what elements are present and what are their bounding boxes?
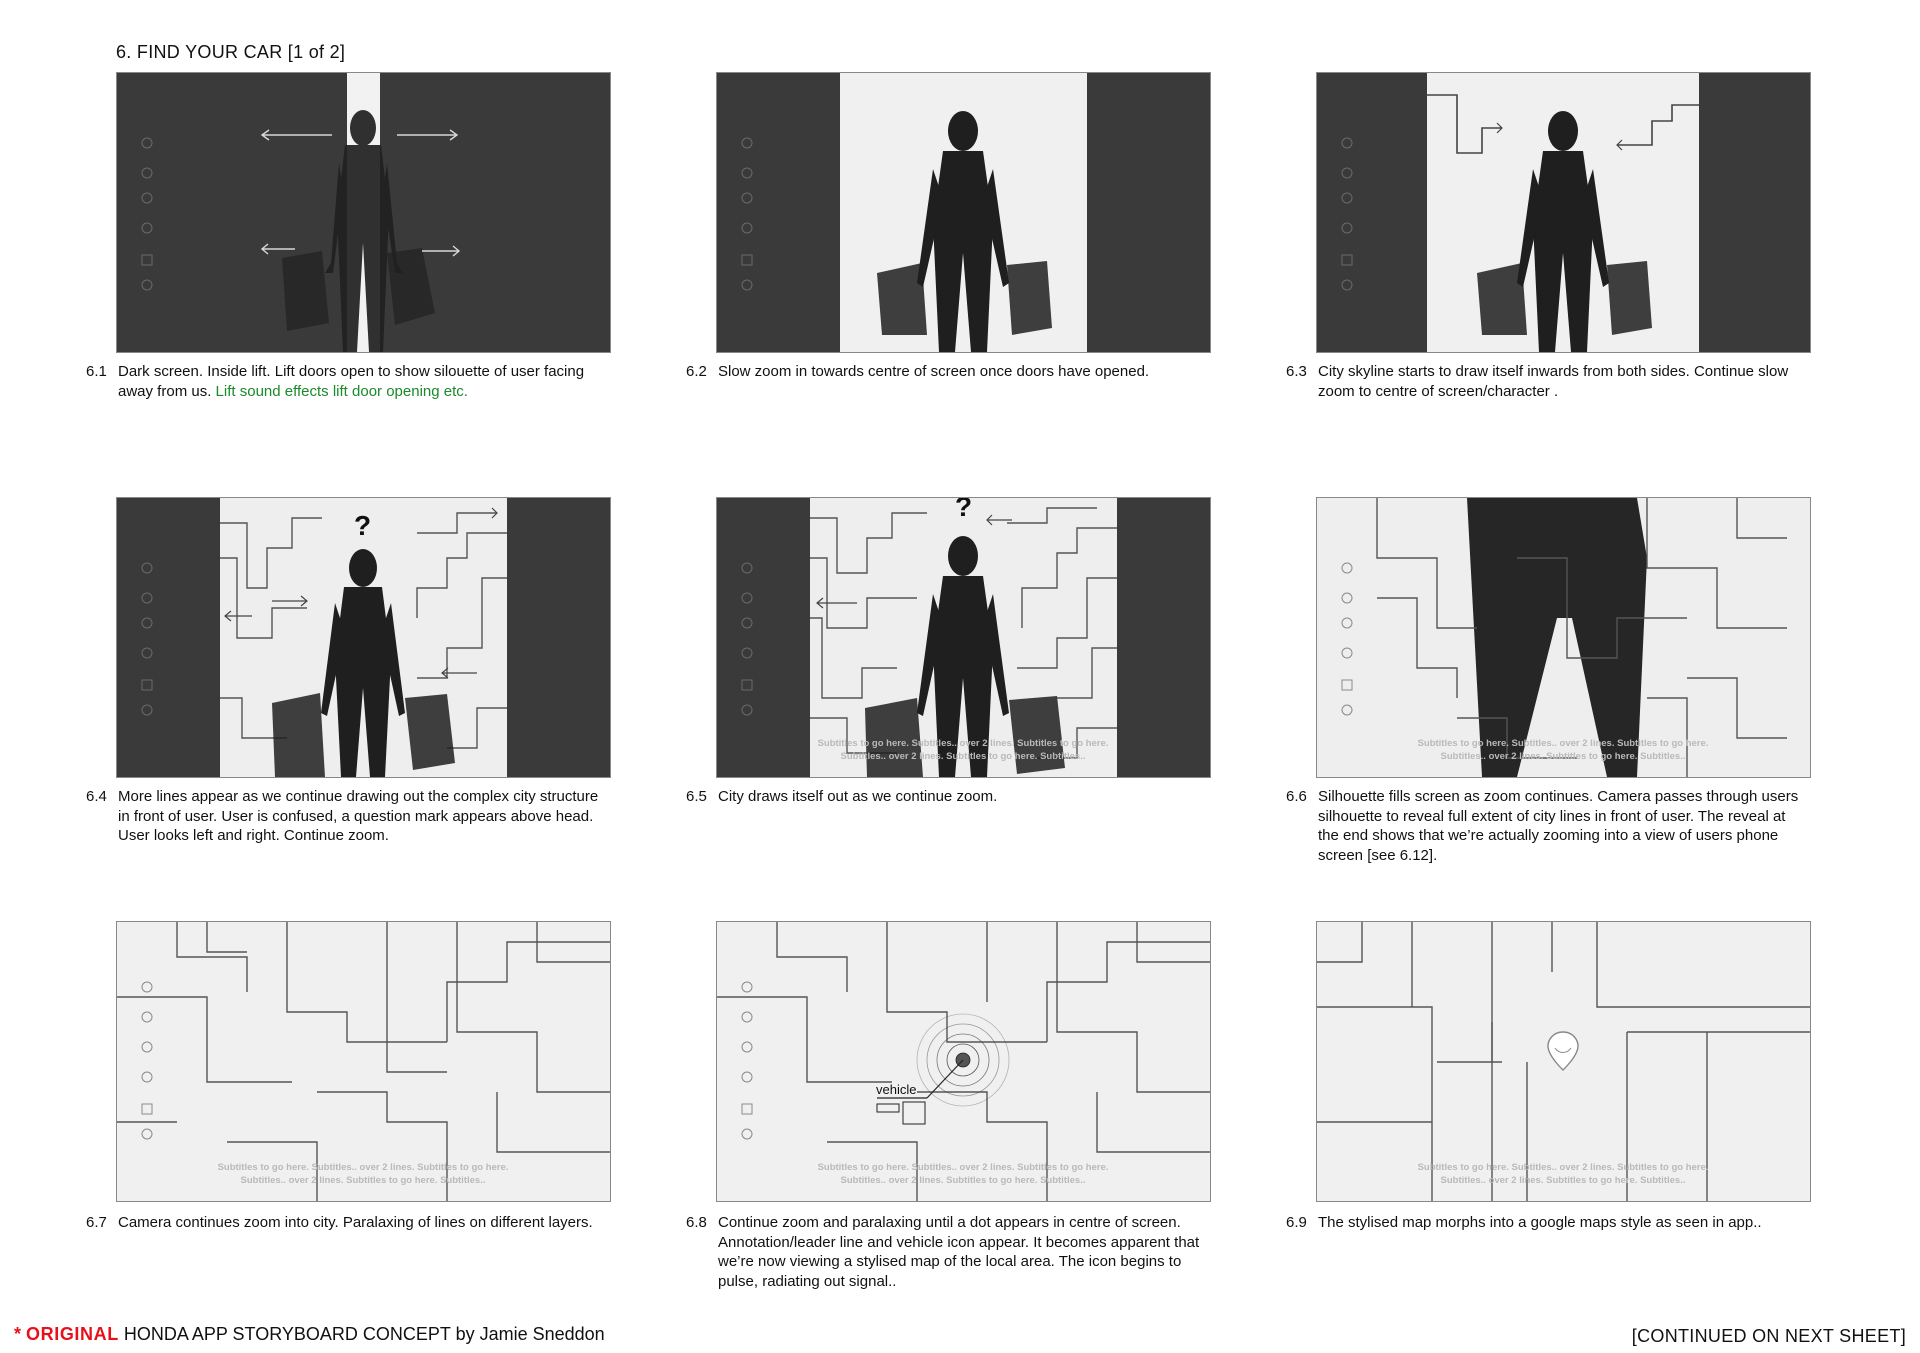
subtitle-line-1: Subtitles to go here. Subtitles.. over 2 lines. Subtitles to go here. <box>217 1162 509 1173</box>
storyboard-frame-6-5 <box>716 497 1211 778</box>
caption-6-1 <box>86 362 606 401</box>
subtitle-line-2: Subtitles.. over 2 lines. Subtitles to go here. Subtitles.. <box>240 1175 486 1186</box>
frame-number: 6.3 <box>1286 363 1307 380</box>
caption-6-8 <box>686 1213 1206 1291</box>
subtitle-line-1: Subtitles to go here. Subtitles.. over 2 lines. Subtitles to go here. <box>1417 1162 1709 1173</box>
frame-number: 6.7 <box>86 1214 107 1231</box>
frame-number: 6.1 <box>86 363 107 380</box>
footer-credit-text: HONDA APP STORYBOARD CONCEPT by Jamie Sneddon <box>118 1324 605 1344</box>
subtitle-line-2: Subtitles.. over 2 lines. Subtitles to go here. Subtitles.. <box>840 751 1086 762</box>
footer-star: * <box>14 1324 22 1344</box>
caption-6-6 <box>1286 787 1806 865</box>
vehicle-label: vehicle <box>876 1082 917 1097</box>
caption-6-9 <box>1286 1213 1806 1233</box>
question-mark: ? <box>955 498 973 522</box>
frame-description: Silhouette fills screen as zoom continues. Camera passes through users silhouette to reveal full extent of city lines in front of user. The reveal at the end shows that we’re actually zooming into a view of users phone screen [see 6.12]. <box>1318 788 1799 864</box>
frame-6-3-illustration <box>1317 73 1810 352</box>
frame-6-2-illustration <box>717 73 1210 352</box>
frame-description: The stylised map morphs into a google maps style as seen in app.. <box>1318 1214 1762 1231</box>
subtitle-line-1: Subtitles to go here. Subtitles.. over 2 lines. Subtitles to go here. <box>1417 738 1709 749</box>
storyboard-frame-6-1 <box>116 72 611 353</box>
caption-6-5 <box>686 787 1206 807</box>
question-mark: ? <box>354 510 372 541</box>
frame-number: 6.2 <box>686 363 707 380</box>
frame-number: 6.9 <box>1286 1214 1307 1231</box>
subtitle-line-2: Subtitles.. over 2 lines. Subtitles to go here. Subtitles.. <box>1440 1175 1686 1186</box>
frame-description: Dark screen. Inside lift. Lift doors open to show silouette of user facing away from us. <box>118 363 585 400</box>
caption-6-3 <box>1286 362 1806 401</box>
frame-6-7-illustration <box>117 922 610 1201</box>
storyboard-frame-6-3 <box>1316 72 1811 353</box>
frame-number: 6.5 <box>686 788 707 805</box>
caption-6-4 <box>86 787 606 846</box>
frame-description: City draws itself out as we continue zoom. <box>718 788 998 805</box>
storyboard-frame-6-7 <box>116 921 611 1202</box>
subtitle-line-2: Subtitles.. over 2 lines. Subtitles to go here. Subtitles.. <box>1440 751 1686 762</box>
frame-6-8-illustration <box>717 922 1210 1201</box>
subtitle-line-2: Subtitles.. over 2 lines. Subtitles to go here. Subtitles.. <box>840 1175 1086 1186</box>
subtitle-line-1: Subtitles to go here. Subtitles.. over 2 lines. Subtitles to go here. <box>817 738 1109 749</box>
storyboard-frame-6-2 <box>716 72 1211 353</box>
frame-6-4-illustration <box>117 498 610 777</box>
footer-original-tag: ORIGINAL <box>26 1324 119 1344</box>
subtitle-line-1: Subtitles to go here. Subtitles.. over 2 lines. Subtitles to go here. <box>817 1162 1109 1173</box>
frame-description: Camera continues zoom into city. Paralaxing of lines on different layers. <box>118 1214 593 1231</box>
sound-note: Lift sound effects lift door opening etc. <box>215 382 468 400</box>
caption-6-7 <box>86 1213 606 1233</box>
storyboard-frame-6-6 <box>1316 497 1811 778</box>
storyboard-frame-6-8 <box>716 921 1211 1202</box>
storyboard-frame-6-4 <box>116 497 611 778</box>
frame-number: 6.4 <box>86 788 107 805</box>
frame-number: 6.8 <box>686 1214 707 1231</box>
frame-6-5-illustration <box>717 498 1210 777</box>
frame-description: City skyline starts to draw itself inwards from both sides. Continue slow zoom to centre of screen/character . <box>1318 363 1789 400</box>
frame-description: Continue zoom and paralaxing until a dot appears in centre of screen. Annotation/leader line and vehicle icon appear. It becomes apparent that we’re now viewing a stylised map of the local area. The icon begins to pulse, radiating out signal.. <box>718 1214 1200 1290</box>
frame-6-6-illustration <box>1317 498 1810 777</box>
frame-6-1-illustration <box>117 73 610 352</box>
frame-description: More lines appear as we continue drawing out the complex city structure in front of user. User is confused, a question mark appears above head. User looks left and right. Continue zoom. <box>118 788 599 845</box>
frame-description: Slow zoom in towards centre of screen once doors have opened. <box>718 363 1150 380</box>
caption-6-2 <box>686 362 1206 382</box>
footer-continued: [CONTINUED ON NEXT SHEET] <box>1631 1326 1906 1346</box>
footer-credit <box>14 1324 605 1345</box>
sheet-title: 6. FIND YOUR CAR [1 of 2] <box>116 42 346 62</box>
frame-number: 6.6 <box>1286 788 1307 805</box>
storyboard-frame-6-9 <box>1316 921 1811 1202</box>
frame-6-9-illustration <box>1317 922 1810 1201</box>
